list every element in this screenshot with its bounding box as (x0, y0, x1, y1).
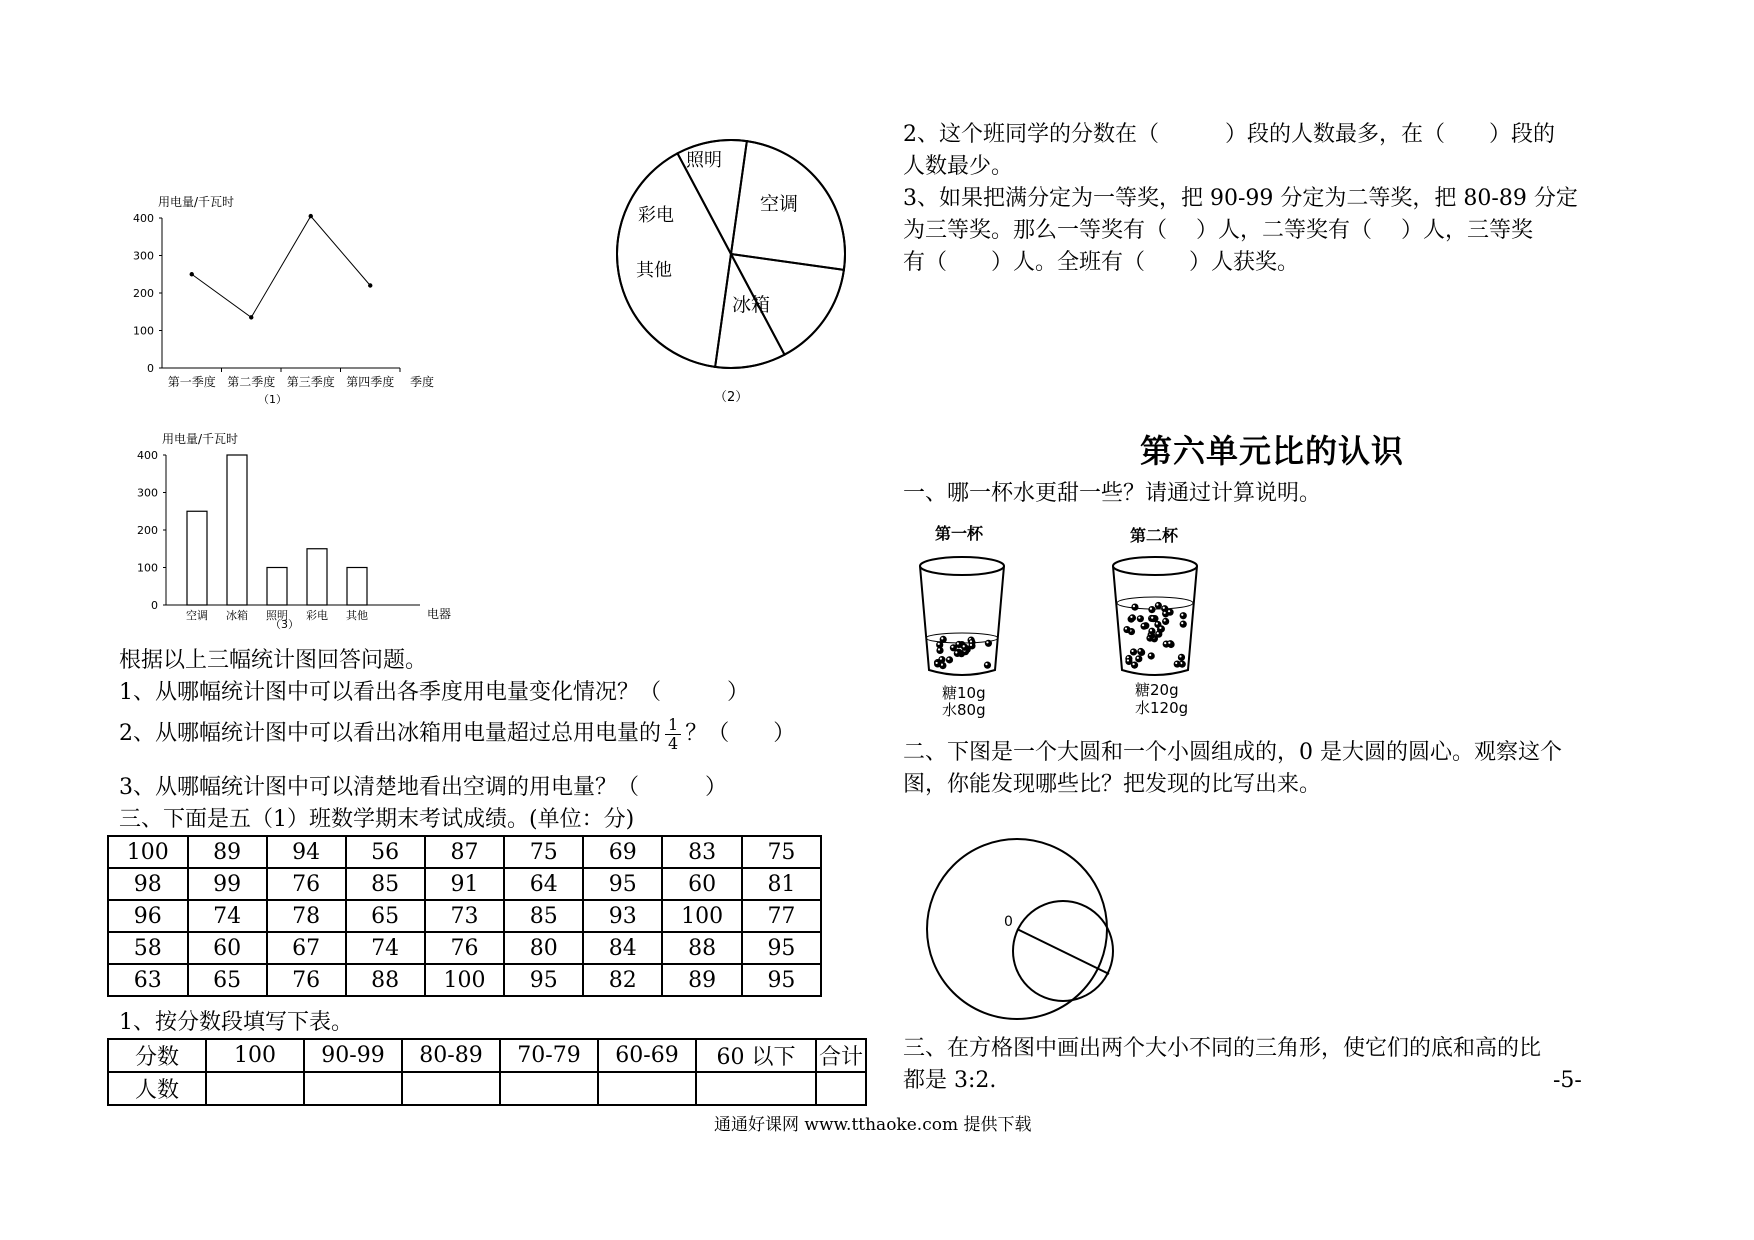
sugar-granule (1180, 612, 1187, 619)
sugar-granule (1125, 658, 1132, 665)
tally-cell[interactable] (696, 1072, 816, 1105)
bar-chart-caption: （3） (270, 618, 299, 630)
pie-label-fridge: 冰箱 (732, 294, 771, 316)
score-cell: 96 (108, 900, 188, 932)
cup-1-label: 第一杯 (935, 524, 984, 543)
score-cell: 74 (188, 900, 267, 932)
score-cell: 63 (108, 964, 188, 996)
right-question-3-line-3: 有（ ）人。全班有（ ）人获奖。 (903, 250, 1300, 275)
pie-label-other: 其他 (636, 260, 672, 281)
bar-chart (120, 430, 480, 630)
footer-credit: 通通好课网 www.tthaoke.com 提供下载 (714, 1115, 1032, 1135)
line-chart (120, 190, 480, 415)
score-cell: 93 (583, 900, 662, 932)
score-cell: 100 (425, 964, 505, 996)
sugar-granule (1123, 626, 1130, 633)
line-xtick-label: 第三季度 (286, 375, 335, 389)
score-cell: 95 (504, 964, 583, 996)
line-xtick-label: 第二季度 (227, 375, 276, 389)
unit-section-1: 一、哪一杯水更甜一些？请通过计算说明。 (903, 481, 1322, 506)
line-xtick-label: 第四季度 (346, 375, 395, 389)
score-cell: 89 (662, 964, 742, 996)
pie-chart-caption: （2） (714, 390, 749, 405)
tally-header-70-79: 70-79 (500, 1039, 598, 1072)
stats-question-3: 3、从哪幅统计图中可以清楚地看出空调的用电量？（ ） (119, 775, 727, 800)
score-cell: 95 (742, 964, 821, 996)
score-cell: 64 (504, 868, 583, 900)
unit-section-2-line-1: 二、下图是一个大圆和一个小圆组成的，0 是大圆的圆心。观察这个 (903, 740, 1562, 765)
tally-header-below-60: 60 以下 (696, 1039, 816, 1072)
line-point (249, 315, 253, 319)
pie-label-tv: 彩电 (638, 205, 674, 226)
right-question-2-line-2: 人数最少。 (903, 154, 1014, 179)
bar (267, 568, 287, 606)
line-chart-caption: （1） (258, 393, 287, 406)
bar-chart-xlabel: 电器 (427, 607, 452, 621)
sugar-water-cups (905, 520, 1235, 725)
tally-cell[interactable] (206, 1072, 304, 1105)
score-cell: 81 (742, 868, 821, 900)
bar-xtick-label: 彩电 (306, 609, 328, 622)
tally-header-80-89: 80-89 (402, 1039, 500, 1072)
score-cell: 75 (504, 836, 583, 868)
sugar-granule (946, 656, 953, 663)
score-cell: 82 (583, 964, 662, 996)
line-ytick-label: 300 (133, 249, 154, 263)
table-row (108, 836, 821, 868)
stats-question-2-text: 2、从哪幅统计图中可以看出冰箱用电量超过总用电量的 (119, 721, 661, 746)
stats-intro: 根据以上三幅统计图回答问题。 (119, 648, 428, 673)
tally-header-90-99: 90-99 (304, 1039, 402, 1072)
cup-1-sugar: 糖10g (942, 684, 986, 702)
tally-header-score: 分数 (108, 1039, 206, 1072)
score-cell: 95 (583, 868, 662, 900)
score-cell: 58 (108, 932, 188, 964)
table-row (108, 932, 821, 964)
sugar-granule (940, 636, 947, 643)
pie-slice (617, 153, 731, 367)
score-cell: 76 (267, 868, 346, 900)
score-cell: 88 (346, 964, 425, 996)
sugar-granule (1148, 628, 1155, 635)
line-xtick-label: 第一季度 (167, 375, 216, 389)
line-ytick-label: 100 (133, 324, 154, 338)
score-cell: 99 (188, 868, 267, 900)
fraction-numerator: 1 (665, 716, 681, 735)
score-cell: 56 (346, 836, 425, 868)
circles-diagram (915, 828, 1135, 1038)
sugar-granule (961, 644, 968, 651)
bar-xtick-label: 冰箱 (226, 609, 248, 622)
pie-chart (612, 130, 852, 410)
score-cell: 95 (742, 932, 821, 964)
score-cell: 75 (742, 836, 821, 868)
score-cell: 74 (346, 932, 425, 964)
sugar-granule (1155, 602, 1162, 609)
score-cell: 65 (346, 900, 425, 932)
cup-2-sugar: 糖20g (1135, 681, 1179, 699)
sugar-granule (1178, 654, 1185, 661)
line-point (309, 214, 313, 218)
sugar-granule (1137, 615, 1144, 622)
unit-section-3-line-2: 都是 3:2. (903, 1068, 997, 1093)
sugar-granule (1174, 660, 1181, 667)
score-cell: 91 (425, 868, 505, 900)
bar-ytick-label: 300 (137, 486, 158, 500)
score-cell: 84 (583, 932, 662, 964)
tally-cell[interactable] (500, 1072, 598, 1105)
score-cell: 77 (742, 900, 821, 932)
score-cell: 76 (425, 932, 505, 964)
pie-label-lighting: 照明 (686, 150, 722, 171)
tally-header-60-69: 60-69 (598, 1039, 696, 1072)
score-cell: 73 (425, 900, 505, 932)
cup-2-icon (1113, 557, 1197, 675)
right-question-3-line-1: 3、如果把满分定为一等奖，把 90-99 分定为二等奖，把 80-89 分定 (903, 186, 1578, 211)
right-question-3-line-2: 为三等奖。那么一等奖有（ ）人，二等奖有（ ）人，三等奖 (903, 218, 1533, 243)
cup-1-icon (920, 557, 1004, 675)
line-point (368, 283, 372, 287)
sugar-granule (1137, 648, 1144, 655)
sugar-granule (1158, 625, 1165, 632)
sugar-granule (1140, 623, 1147, 630)
score-cell: 89 (188, 836, 267, 868)
tally-header-100: 100 (206, 1039, 304, 1072)
bar (307, 549, 327, 605)
sugar-granule (950, 644, 957, 651)
table-row (108, 964, 821, 996)
tally-cell[interactable] (816, 1072, 866, 1105)
bar-xtick-label: 照明 (266, 609, 288, 622)
score-cell: 69 (583, 836, 662, 868)
bar-xtick-label: 空调 (186, 609, 208, 622)
score-cell: 87 (425, 836, 505, 868)
bar-ytick-label: 0 (151, 599, 158, 612)
score-cell: 100 (662, 900, 742, 932)
sugar-granule (934, 660, 941, 667)
tally-header-total: 合计 (816, 1039, 866, 1072)
unit-section-3-line-1: 三、在方格图中画出两个大小不同的三角形，使它们的底和高的比 (903, 1036, 1542, 1061)
score-cell: 60 (662, 868, 742, 900)
right-question-2-line-1: 2、这个班同学的分数在（ ）段的人数最多，在（ ）段的 (903, 122, 1555, 147)
score-cell: 60 (188, 932, 267, 964)
sub-question-1: 1、按分数段填写下表。 (119, 1010, 353, 1035)
sugar-granule (1148, 652, 1155, 659)
table-row (108, 900, 821, 932)
cup-1-water: 水80g (942, 701, 986, 719)
stats-question-1: 1、从哪幅统计图中可以看出各季度用电量变化情况？（ ） (119, 680, 749, 705)
bar (227, 455, 247, 605)
sugar-granule (1150, 615, 1157, 622)
section-3-heading: 三、下面是五（1）班数学期末考试成绩。(单位：分) (119, 807, 635, 832)
sugar-granule (984, 662, 991, 669)
bar (187, 511, 207, 605)
line-point (190, 272, 194, 276)
sugar-granule (1148, 606, 1155, 613)
bar-ytick-label: 100 (137, 561, 158, 575)
scores-table (107, 835, 822, 997)
tally-row-label: 人数 (108, 1072, 206, 1105)
stats-question-2-blank: ？（ ） (685, 721, 796, 746)
sugar-granule (1135, 655, 1142, 662)
line-ytick-label: 200 (133, 287, 154, 300)
score-cell: 76 (267, 964, 346, 996)
score-cell: 88 (662, 932, 742, 964)
sugar-granule (1180, 621, 1187, 628)
unit-section-2-line-2: 图，你能发现哪些比？把发现的比写出来。 (903, 772, 1322, 797)
sugar-granule (1167, 640, 1174, 647)
tally-cell[interactable] (598, 1072, 696, 1105)
score-cell: 67 (267, 932, 346, 964)
sugar-granule (985, 640, 992, 647)
score-cell: 85 (346, 868, 425, 900)
bar-ytick-label: 200 (137, 524, 158, 537)
score-cell: 78 (267, 900, 346, 932)
bar-ytick-label: 400 (137, 449, 158, 462)
small-circle-diameter (1017, 929, 1109, 974)
sugar-granule (1166, 609, 1173, 616)
line-ytick-label: 0 (147, 362, 154, 375)
sugar-granule (1129, 614, 1136, 621)
score-cell: 65 (188, 964, 267, 996)
sugar-granule (1130, 648, 1137, 655)
sugar-granule (968, 642, 975, 649)
cup-2-water: 水120g (1135, 699, 1189, 717)
bar-chart-ylabel: 用电量/千瓦时 (162, 432, 239, 446)
unit-title: 第六单元比的认识 (1140, 432, 1405, 470)
score-cell: 83 (662, 836, 742, 868)
page-number: -5- (1553, 1068, 1582, 1093)
tally-cell[interactable] (304, 1072, 402, 1105)
score-cell: 94 (267, 836, 346, 868)
pie-label-ac: 空调 (760, 193, 799, 215)
score-cell: 80 (504, 932, 583, 964)
line-ytick-label: 400 (133, 212, 154, 225)
tally-cell[interactable] (402, 1072, 500, 1105)
table-row (108, 868, 821, 900)
score-cell: 100 (108, 836, 188, 868)
sugar-granule (936, 647, 943, 654)
line-chart-ylabel: 用电量/千瓦时 (158, 195, 235, 209)
fraction-denominator: 4 (668, 733, 679, 753)
score-cell: 98 (108, 868, 188, 900)
sugar-granule (1131, 604, 1138, 611)
line-chart-xlabel: 季度 (410, 375, 435, 389)
tally-table (107, 1038, 867, 1106)
center-label: 0 (1004, 914, 1013, 930)
cup-2-label: 第二杯 (1130, 526, 1179, 545)
bar-xtick-label: 其他 (346, 609, 368, 622)
bar (347, 568, 367, 606)
line-series (192, 216, 371, 317)
sugar-granule (1162, 618, 1169, 625)
fraction-one-quarter (665, 716, 681, 753)
stats-question-2 (119, 712, 795, 756)
score-cell: 85 (504, 900, 583, 932)
